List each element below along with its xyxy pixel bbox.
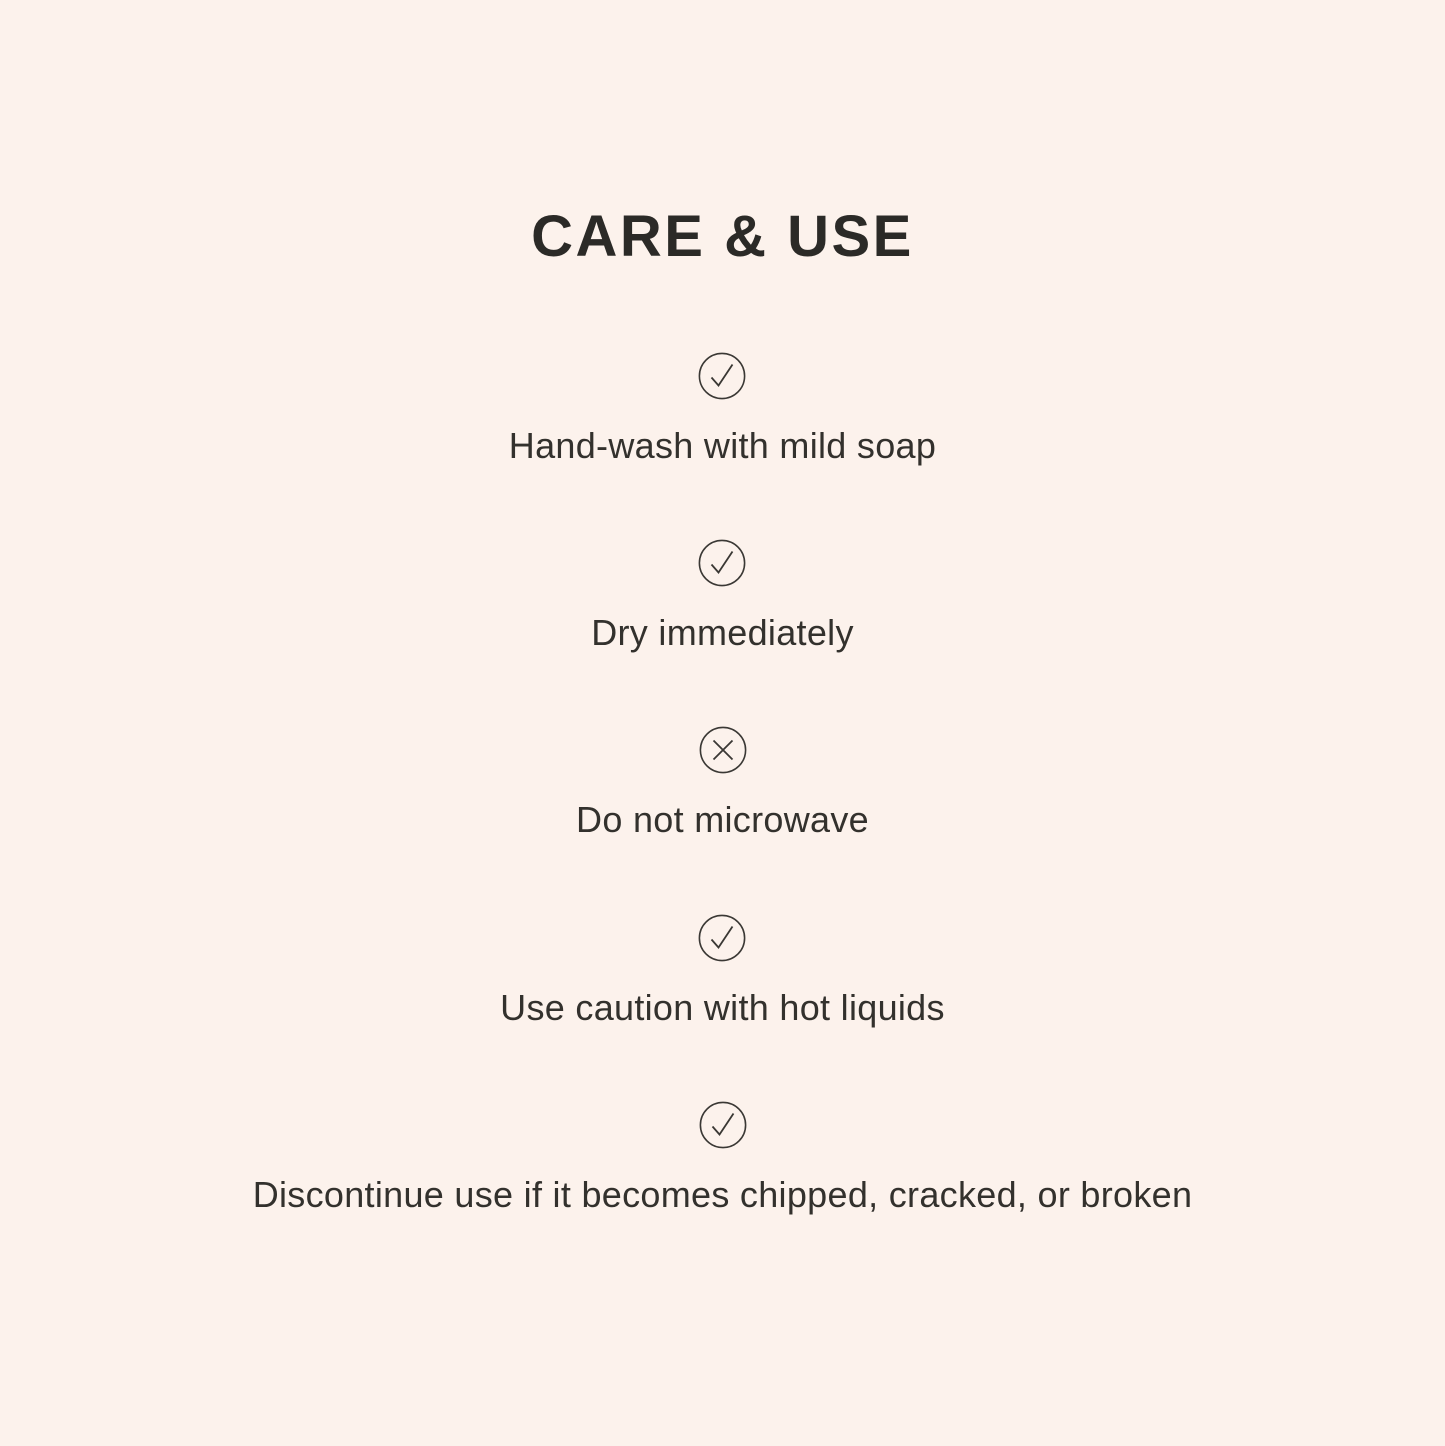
check-circle-icon — [698, 914, 746, 962]
care-instruction-label: Hand-wash with mild soap — [508, 425, 937, 466]
cross-circle-icon — [699, 726, 747, 774]
page-title: CARE & USE — [531, 204, 914, 269]
care-instruction-label: Use caution with hot liquids — [500, 986, 945, 1028]
care-instruction-item — [500, 914, 945, 1029]
care-instruction-list — [0, 352, 1445, 1216]
care-instruction-item — [591, 539, 854, 654]
care-instruction-label: Discontinue use if it becomes chipped, cracked, or broken — [252, 1173, 1193, 1215]
check-circle-icon — [699, 1101, 747, 1149]
care-instruction-label: Do not microwave — [576, 799, 869, 841]
care-instruction-item — [576, 726, 869, 841]
care-instruction-label: Dry immediately — [591, 612, 854, 654]
care-instruction-item — [253, 1101, 1193, 1216]
check-circle-icon — [698, 352, 746, 400]
check-circle-icon — [698, 539, 746, 587]
care-instruction-item — [509, 352, 936, 467]
